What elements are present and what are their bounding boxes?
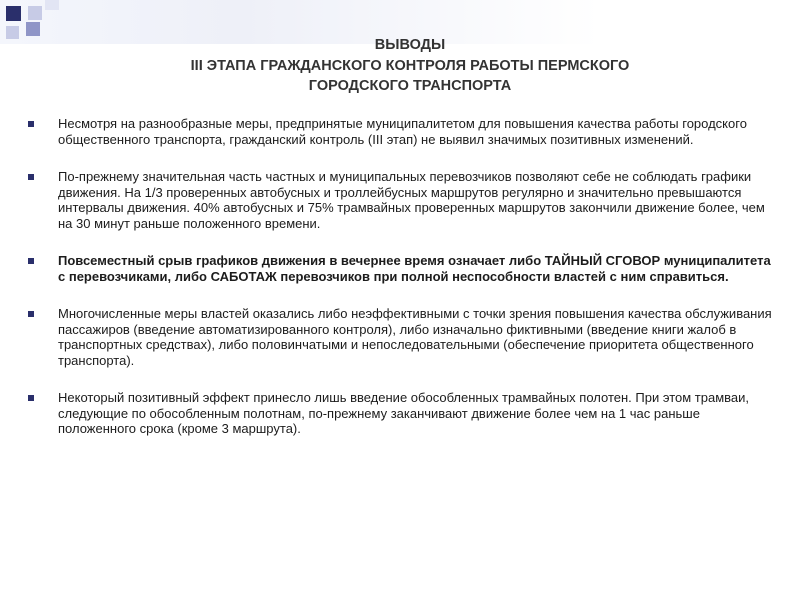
- decor-square: [28, 6, 42, 20]
- title-line: III ЭТАПА ГРАЖДАНСКОГО КОНТРОЛЯ РАБОТЫ ПЕРМСКОГО: [190, 57, 630, 74]
- decor-square: [26, 22, 40, 36]
- bullet-item: [24, 253, 779, 284]
- bullet-text: Некоторый позитивный эффект принесло лишь введение обособленных трамвайных полотен. При этом трамваи, следующие по обособленным полотнам, по-прежнему заканчивают движение более чем на 1 час раньше положенного срока (кроме 3 маршрута).: [58, 390, 749, 436]
- decor-square: [6, 26, 19, 39]
- bullet-item: [24, 390, 779, 437]
- bullet-marker: [28, 174, 34, 180]
- bullet-text: Несмотря на разнообразные меры, предпринятые муниципалитетом для повышения качества работы городского общественного транспорта, гражданский контроль (III этап) не выявил значимых позитивных изменений.: [58, 116, 747, 147]
- bullet-text: Повсеместный срыв графиков движения в вечернее время означает либо ТАЙНЫЙ СГОВОР муниципалитета с перевозчиками, либо САБОТАЖ перевозчиков при полной неспособности властей с ним справиться.: [58, 253, 771, 284]
- title-line: ГОРОДСКОГО ТРАНСПОРТА: [308, 78, 512, 94]
- decor-square: [6, 6, 21, 21]
- bullet-marker: [28, 311, 34, 317]
- bullet-marker: [28, 395, 34, 401]
- bullet-text: По-прежнему значительная часть частных и муниципальных перевозчиков позволяют себе не соблюдать графики движения. На 1/3 проверенных автобусных и троллейбусных маршрутов регулярно и значительно превышаются интервалы движения. 40% автобусных и 75% трамвайных проверенных маршрутов закончили движение более, чем на 30 минут раньше положенного времени.: [58, 169, 765, 231]
- bullet-marker: [28, 121, 34, 127]
- bullet-item: [24, 169, 779, 231]
- bullet-list: [24, 116, 779, 437]
- bullet-item: [24, 116, 779, 147]
- title-line: ВЫВОДЫ: [374, 37, 446, 53]
- decor-square: [45, 0, 59, 10]
- bullet-text: Многочисленные меры властей оказались либо неэффективными с точки зрения повышения качества обслуживания пассажиров (введение автоматизированного контроля), либо изначально фиктивными (введение книги жалоб в транспортных средствах), либо половинчатыми и непоследовательными (обеспечение приоритета общественного транспорта).: [58, 306, 772, 368]
- bullet-marker: [28, 258, 34, 264]
- bullet-item: [24, 306, 779, 368]
- slide-title: [70, 35, 750, 97]
